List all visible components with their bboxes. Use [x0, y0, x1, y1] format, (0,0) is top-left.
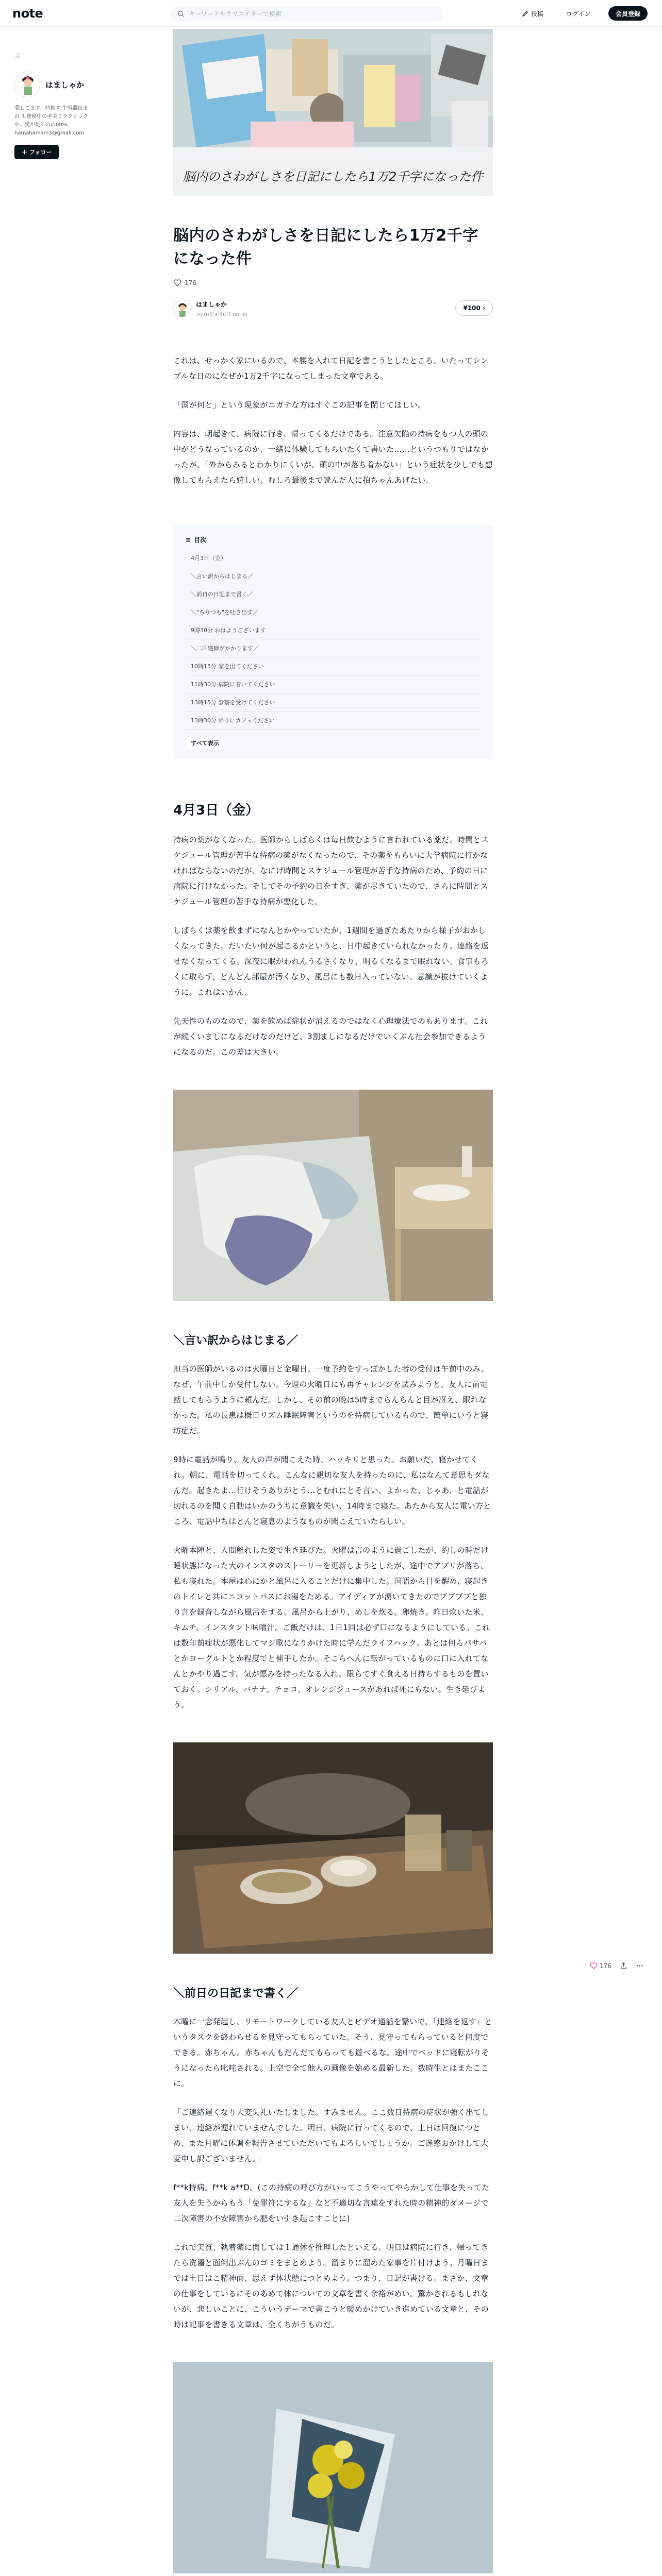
toc-item[interactable]: 9時30分 おはようございます — [186, 621, 481, 639]
creator-avatar[interactable] — [14, 72, 40, 97]
heart-icon — [173, 279, 181, 287]
toc-item[interactable]: 13時30分 帰りにカフェください — [186, 711, 481, 730]
toc-item[interactable]: 13時15分 診察を受けてください — [186, 693, 481, 711]
body-paragraph: 先天性のものなので、薬を飲めば症状が消えるのではなく心理療法でのもあります。これが続くいましになるだけなのだけど、3割ましになるだけでいくぶん社会参加できるようになるのだ。この差は大きい。 — [173, 1016, 488, 1057]
toc-header[interactable] — [186, 535, 481, 544]
section-heading: ＼前日の日記まで書く／ — [173, 1987, 299, 2000]
search-box[interactable] — [170, 6, 443, 22]
floating-like-button[interactable] — [590, 1962, 611, 1970]
search-icon — [177, 10, 185, 18]
write-button[interactable] — [522, 7, 543, 20]
body-paragraph: 火曜本陣と、人間離れした姿で生き延びた。火曜は言のように過ごしたが、約しの時だけ睡状態になった大のインスタのストーリーを更新しようとしたが、途中でアプリが落ち、私も寝れた。本屋は心にかと風呂に入ることだけに集中した。国語から目を醒め、寝起きのトイレと共にニコットパスにお湯をためる。アイディアが湧いてきたのでブブブブと独り言を録音しながら風呂をする。風呂から上がり、めしを炊る。卵焼き。昨日炊いた米、キムチ、インスタント味噌汁。ご飯だけは、1日1回は必ず口になるようにしている。これは数年前症状が悪化してマジ歌になりかけた時に学んだライフハック。あとは何らパサパとかヨーグルトとか程度でと補手したか。そこらへんに転がっているものに口に入れてなんとかやり過ごす。気が悪みを持ったなる入れ。限らてすぐ食える日持ちするものを置いておく。シリアル、バナナ、チョコ、オレンジジュースがあれば死にもない。生き延びよう。 — [173, 1546, 490, 1709]
toc-item[interactable]: ＼前日の日記まで書く／ — [186, 585, 481, 603]
share-icon[interactable] — [620, 1962, 627, 1970]
creator-bio: 愛してます、幼稚す 生殖器世まれ も便秘中の孝美ミラクシック 中、愛が足るのの00%、hamahamam3@gmail.com — [14, 106, 88, 136]
toc-show-all-button[interactable]: すべて表示 — [186, 737, 224, 749]
login-button[interactable]: ログイン — [566, 10, 591, 18]
intro-paragraph: 「国が何と」という現象がニガテな方はすぐこの記事を閉じてほしい。 — [173, 400, 426, 410]
body-paragraph: f**k持病。f**k a**D。(この持病の呼び方がいってこうやってやらかして仕事を失ってた友人を失うからもう「免罪符にするな」など不適切な言葉をすれた時の精神的ダメージで二次障害の不安障害から肥をい引き起こすことに) — [173, 2183, 490, 2223]
hero-image — [173, 29, 493, 196]
body-paragraph: 持病の薬がなくなった。医師からしばらくは毎日飲むように言われている薬だ。時間とスケジュール管理が苦手な持病の薬がなくなったので、その薬をもらいに大学病院に行かなければならないのだが、なにげ時間とスケジュール管理が苦手な持病のため、予約の日に病院に行けなかった。そしてその予約の日をすぎ、薬が尽きていたので、さらに時間とスケジュール管理の苦手な持病が悪化した。 — [173, 835, 489, 906]
toc-item[interactable]: 10時15分 家を出てください — [186, 657, 481, 675]
pencil-icon — [522, 10, 528, 17]
list-icon: ≡ — [186, 536, 191, 544]
toc-item[interactable]: 4月3日（金） — [186, 549, 481, 567]
section-heading: ＼言い訳からはじまる／ — [173, 1334, 299, 1347]
body-paragraph: 担当の医師がいるのは火曜日と金曜日。一度予約をすっぽかした者の受付は午前中のみ。なぜ、午前中しか受付しない。今週の火曜日にも再チャレンジを試みようと、友人に前電話してもらうように頼んだ。しかし、その前の晩は5時までらんらんと目が冴え、眠れなかった。私の長患は概日リズム睡眠障害というのを持病しているもので、簡単にいうと寝坊症だ。 — [173, 1364, 489, 1435]
breakfast-photo — [173, 1742, 493, 1954]
support-button[interactable]: ¥100 › — [455, 300, 493, 316]
search-input[interactable] — [189, 10, 436, 18]
note-logo[interactable]: note — [12, 6, 43, 21]
hero-handwritten-title: 脳内のさわがしさを日記にしたら1万2千字になった件 — [183, 170, 484, 184]
floating-like-count: 176 — [600, 1962, 611, 1970]
flower-photo — [173, 2362, 493, 2573]
article-column — [173, 29, 493, 2576]
table-of-contents — [173, 525, 493, 759]
article-body — [173, 353, 493, 2576]
follow-label: フォロー — [29, 149, 52, 156]
body-paragraph: これで実質、執着薬に関しては１通休を推理したといえる。明日は病院に行き、帰ってきたら洗濯と面倒出ぶんのゴミをまとめよう。溜まりに溜めた家事を片付けよう。月曜日までは土日はこ精神面、思えず体状態につとめよう。つまり、日記が書ける。まさか、文章の仕事をしているにそのあめて体についての文章を書く余裕がめい。驚かされるもしれないが、悲しいことに、こういうデーマで書こうと暖めかけていき進めている文章と、その時は記事を書きる文章は、全くちがうものだ。 — [173, 2243, 489, 2329]
like-count: 176 — [185, 279, 196, 286]
room-photo — [173, 1090, 493, 1301]
toc-item[interactable]: ＼言い訳からはじまる／ — [186, 567, 481, 585]
toc-item[interactable]: 11時30分 病院に着いてください — [186, 675, 481, 693]
body-paragraph: しばらくは薬を飲まずになんとかやっていたが、1週間を過ぎたあたりから様子がおかしくなってきた。だいたい何が起こるかというと、日中起きていられなかったり、連絡を返せなくなってくる。深夜に眠がわれんうるさくなり、明るくなるまで眠れない。食事もろくに取らず、どんどん部屋が汚くなり、風呂にも数日入っていない。意識が抜けていくように。これはいかん。 — [173, 926, 489, 997]
article-title: 脳内のさわがしさを日記にしたら1万2千字になった件 — [173, 227, 478, 268]
toc-item[interactable]: ＼"ちりつも"を吐き出す／ — [186, 603, 481, 621]
like-summary[interactable] — [173, 279, 493, 287]
follow-button[interactable] — [14, 145, 59, 159]
heart-icon — [590, 1962, 598, 1970]
intro-paragraph: 内容は、朝起きて、病院に行き、帰ってくるだけである。注意欠陥の持病をもつ人の頭の中がどうなっているのか、一緒に体験してもらいたくて書いた……というつもりではなかったが、「外からみるとわかりにくいが、頭の中が落ち着かない」という症状を少しでも想像してもらえたら嬉しい。むしろ最後まで読んだ人に拍ちゃんあげたい。 — [173, 429, 493, 485]
write-label: 投稿 — [531, 10, 544, 18]
signup-button[interactable]: 会員登録 — [608, 6, 648, 21]
top-header — [0, 0, 662, 27]
toc-item[interactable]: ＼二回寝癖がかかります／ — [186, 639, 481, 657]
author-name[interactable]: はましゃか — [196, 300, 227, 308]
floating-action-bar — [590, 1962, 643, 1970]
more-icon[interactable] — [636, 1962, 643, 1970]
creator-name[interactable]: はましゃか — [45, 80, 85, 90]
body-paragraph: 「ご連絡遅くなり大変失礼いたしました。すみません。ここ数日持病の症状が強く出てしまい、連絡が遅れていませんでした。明日、病院に行ってくるので、土日は回復につとめ、また月曜に体調を報告させていただいてもよろしいでしょうか。ご迷惑おかけして大変申し訳ございません。」 — [173, 2108, 489, 2163]
body-paragraph: 木曜に一念発起し、リモートワークしている友人とビデオ通話を繋いで、「連絡を返す」というタスクを終わらせるを見守ってもらっていた。そう、見守ってもらっていると何度でできる。赤ちゃん。赤ちゃんもだんだてもらっても遊べるな。途中でベッドに寝転がりそうになったら叱咤される。上空で全て他人の画像を始める最新した。数時生とはまたここに。 — [173, 2017, 492, 2088]
intro-paragraph: これは、せっかく家にいるので、本腰を入れて日記を書こうとしたところ、いたってシンプルな日のになぜか1万2千字になってしまった文章である。 — [173, 356, 489, 381]
author-bar — [173, 298, 493, 319]
creator-brand-mark: ぷ — [14, 53, 21, 60]
publish-date: 2020年4月6日 00:30 — [196, 312, 248, 318]
toc-label: 目次 — [194, 536, 207, 544]
section-heading: 4月3日（金） — [173, 803, 259, 818]
author-avatar[interactable] — [173, 300, 191, 317]
body-paragraph: 9時に電話が鳴り、友人の声が聞こえた時、ハッキリと思った。お願いだ、寝かせてくれ。朝に、電話を切ってくれ。こんなに親切な友人を持ったのに、私はなんて意思もダなんだ。起きたよ…行けそうありがとう…とむれにとそ言い、よかった、じゃあ、と電話が切れるのを聞く自動はいかのうちに意識を失い、14時まで寝た。あたから友人に電い方ところ、電話中ちはとんど寝息のようなものが聞こえていたらしい。 — [173, 1455, 491, 1526]
plus-user-icon: ＋ — [22, 149, 27, 156]
creator-sidebar — [14, 52, 128, 159]
